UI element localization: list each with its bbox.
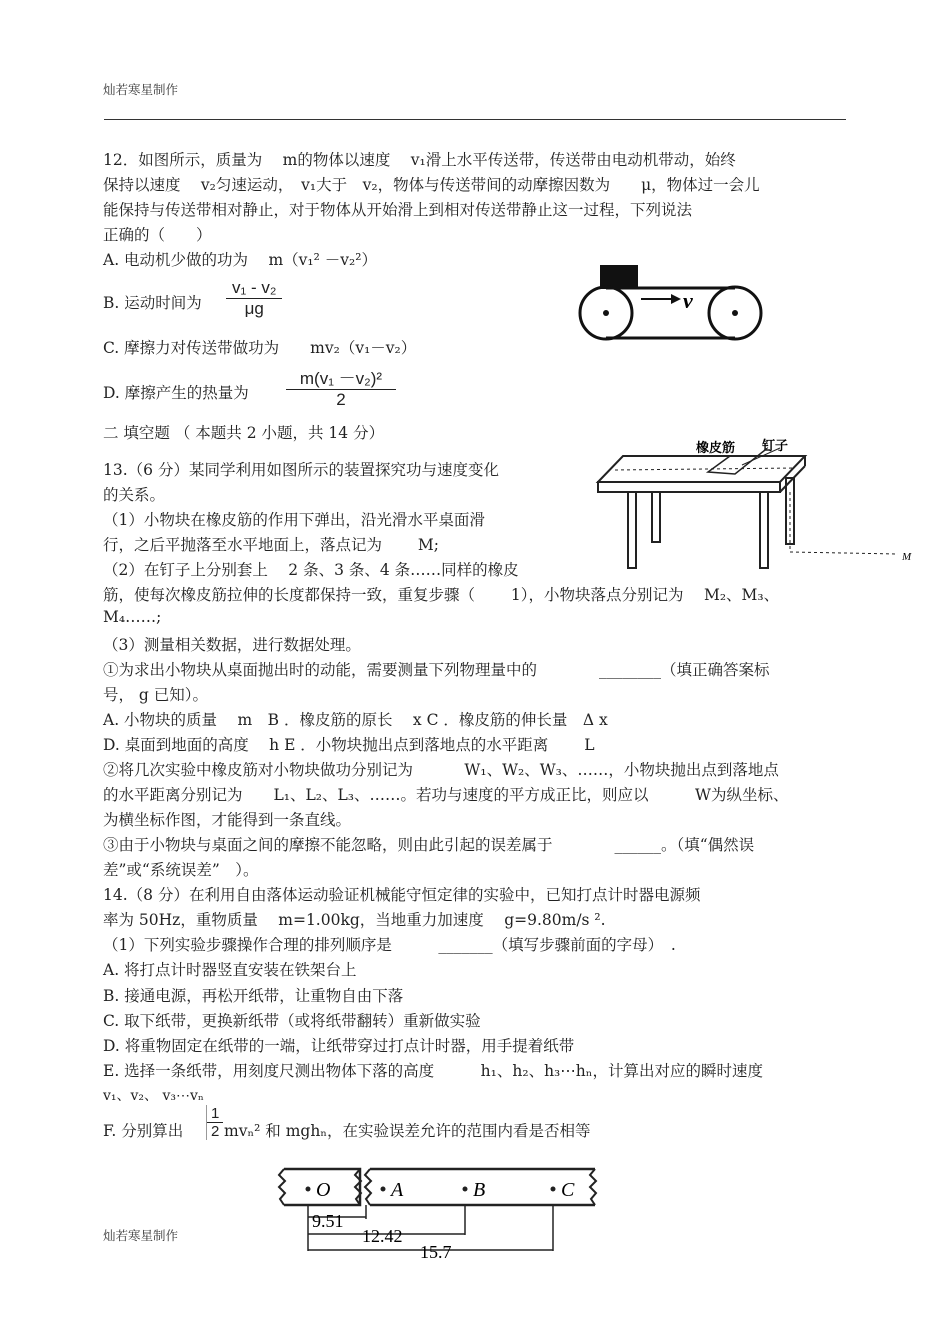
dim-label-9.51: 9.51 [312, 1211, 344, 1231]
q13-line15: 为横坐标作图，才能得到一条直线。 [103, 811, 352, 829]
dot-B [463, 1187, 468, 1192]
q14-step-b: B. 接通电源，再松开纸带，让重物自由下落 [103, 987, 404, 1005]
q14-step-f-label: F. 分别算出 [103, 1122, 184, 1140]
q12-line2: 保持以速度 v₂匀速运动， v₁大于 v₂，物体与传送带间的动摩擦因数为 μ，物体过一会儿 [103, 176, 760, 194]
table-centerline [615, 468, 795, 470]
q14-step-f-numerator: 1 [207, 1105, 223, 1123]
q14-step-d: D. 将重物固定在纸带的一端，让纸带穿过打点计时器，用手提着纸带 [103, 1037, 575, 1055]
table-leg-3 [760, 492, 768, 568]
label-B: B [473, 1179, 486, 1201]
q14-line3: （1）下列实验步骤操作合理的排列顺序是 _______（填写步骤前面的字母） . [103, 936, 676, 954]
label-A: A [391, 1179, 404, 1201]
q12-option-a: A. 电动机少做的功为 m（v₁² －v₂²） [103, 251, 377, 269]
q12-option-b-label: B. 运动时间为 [103, 294, 202, 312]
q14-line1: 14.（8 分）在利用自由落体运动验证机械能守恒定律的实验中，已知打点计时器电源频 [103, 886, 701, 904]
q13-line10: 号， g 已知）。 [103, 686, 209, 704]
dot-O [306, 1187, 311, 1192]
q12-line1: 12．如图所示，质量为 m的物体以速度 v₁滑上水平传送带，传送带由电动机带动，始终 [103, 151, 736, 169]
paper-tape-figure [270, 1163, 615, 1261]
right-pulley-axle [732, 310, 738, 316]
page-footer: 灿若寒星制作 [103, 1228, 179, 1243]
q13-line3: （1）小物块在橡皮筋的作用下弹出，沿光滑水平桌面滑 [103, 511, 485, 529]
table-leg-1 [628, 492, 636, 568]
q14-step-c: C. 取下纸带，更换新纸带（或将纸带翻转）重新做实验 [103, 1012, 481, 1030]
q13-line16: ③由于小物块与桌面之间的摩擦不能忽略，则由此引起的误差属于 ______。（填“偶然误 [103, 836, 755, 854]
q13-line9: ①为求出小物块从桌面抛出时的动能，需要测量下列物理量中的 ________（填正确答案标 [103, 661, 770, 679]
q13-line2: 的关系。 [103, 486, 166, 504]
conveyor-belt-figure [575, 260, 780, 345]
q12-option-d-label: D. 摩擦产生的热量为 [103, 384, 249, 402]
dim-label-12.42: 12.42 [362, 1226, 403, 1246]
tape-tear-mid-2 [365, 1169, 371, 1205]
horizontal-distance-line [790, 552, 898, 554]
block-shape [600, 265, 638, 289]
table-edge [598, 482, 780, 492]
q12-option-d-numerator: m(v₁ －v₂)² [286, 364, 396, 390]
q12-option-c: C. 摩擦力对传送带做功为 mv₂（v₁－v₂） [103, 339, 417, 357]
velocity-arrowhead [671, 294, 681, 304]
q13-line17: 差”或“系统误差” ）。 [103, 861, 259, 879]
q13-line4: 行，之后平抛落至水平地面上，落点记为 M; [103, 536, 440, 554]
q14-step-a: A. 将打点计时器竖直安装在铁架台上 [103, 961, 357, 979]
q14-line2: 率为 50Hz，重物质量 m=1.00kg，当地重力加速度 g=9.80m/s ². [103, 911, 606, 929]
section-2-title: 二 填空题 （ 本题共 2 小题，共 14 分） [103, 424, 385, 442]
q12-option-b-numerator: v₁ - v₂ [226, 278, 282, 299]
table-rubber-band-figure [590, 432, 920, 572]
q14-step-f-fraction [206, 1105, 223, 1140]
label-C: C [561, 1179, 575, 1201]
q14-step-f-denominator: 2 [211, 1123, 220, 1140]
q12-option-d-fraction [286, 364, 396, 410]
q14-step-f-rest: mvₙ² 和 mghₙ，在实验误差允许的范围内看是否相等 [224, 1122, 591, 1140]
landing-point-label: M [902, 551, 912, 563]
page-header: 灿若寒星制作 [103, 82, 179, 97]
q12-line4: 正确的（ ） [103, 226, 212, 244]
q13-line7: M₄……; [103, 608, 162, 626]
tape-tear-right [590, 1169, 596, 1205]
table-leg-2 [652, 492, 660, 542]
q12-option-b-fraction [226, 278, 282, 319]
q13-line12: D. 桌面到地面的高度 h E ．小物块抛出点到落地点的水平距离 L [103, 736, 595, 754]
dim-label-15.7: 15.7 [420, 1242, 452, 1261]
q12-line3: 能保持与传送带相对静止，对于物体从开始滑上到相对传送带静止这一过程，下列说法 [103, 201, 693, 219]
header-rule [104, 119, 846, 120]
q13-line1: 13.（6 分）某同学利用如图所示的装置探究功与速度变化 [103, 461, 499, 479]
q13-line13: ②将几次实验中橡皮筋对小物块做功分别记为 W₁、W₂、W₃、……，小物块抛出点到落地点 [103, 761, 779, 779]
q13-line8: （3）测量相关数据，进行数据处理。 [103, 636, 361, 654]
q12-option-b-denominator: μg [244, 299, 264, 318]
dot-A [381, 1187, 386, 1192]
q13-line6: 筋，使每次橡皮筋拉伸的长度都保持一致，重复步骤（ 1），小物块落点分别记为 M₂、M₃、 [103, 586, 780, 604]
velocity-label: v [683, 288, 693, 313]
tape-tear-left [279, 1169, 285, 1205]
rubber-band-label: 橡皮筋 [696, 440, 736, 455]
q13-line14: 的水平距离分别记为 L₁、L₂、L₃、……。若功与速度的平方成正比，则应以 W为纵坐标、 [103, 786, 789, 804]
label-O: O [316, 1179, 331, 1201]
q14-step-e-cont: v₁、v₂、 v₃⋯vₙ [103, 1088, 204, 1104]
dot-C [551, 1187, 556, 1192]
nail-label: 钉子 [762, 438, 789, 453]
left-pulley-axle [603, 310, 609, 316]
q13-line5: （2）在钉子上分别套上 2 条、3 条、4 条……同样的橡皮 [103, 561, 519, 579]
q13-line11: A. 小物块的质量 m B ．橡皮筋的原长 x C ．橡皮筋的伸长量 Δ x [103, 711, 608, 729]
q14-step-e: E. 选择一条纸带，用刻度尺测出物体下落的高度 h₁、h₂、h₃⋯hₙ，计算出对应的瞬时速度 [103, 1062, 763, 1080]
q12-option-d-denominator: 2 [336, 390, 346, 409]
